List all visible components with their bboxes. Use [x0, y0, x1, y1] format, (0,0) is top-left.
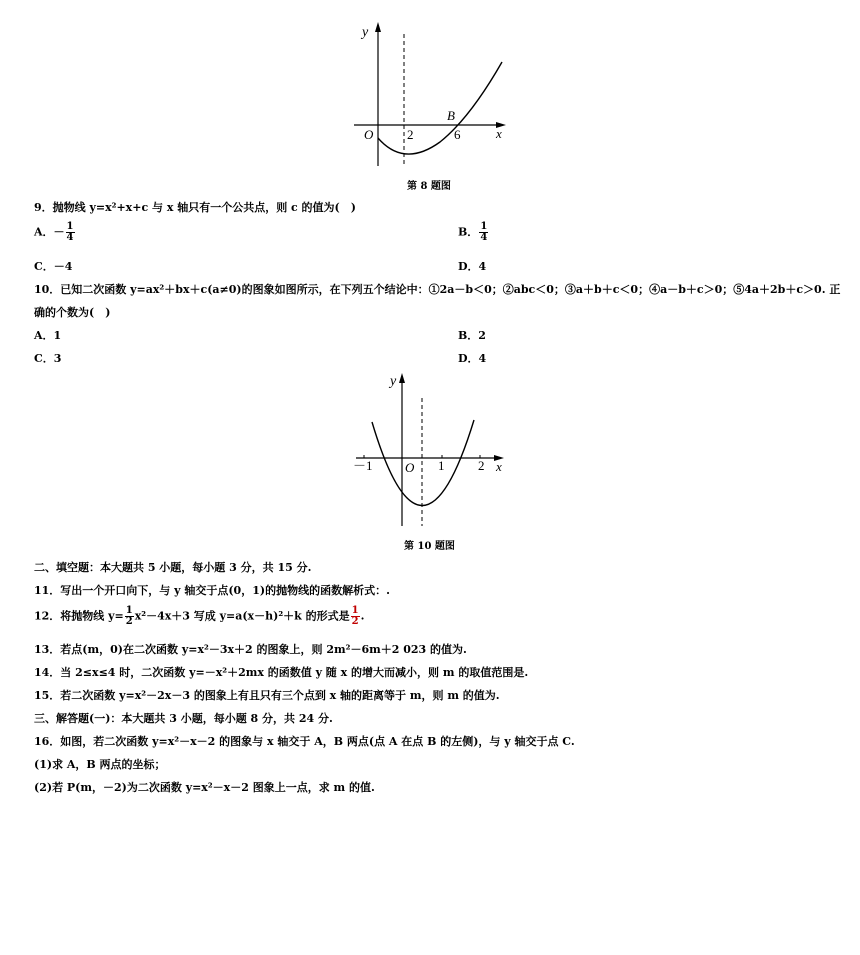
q9-option-a: [34, 222, 76, 243]
q12-answer-fraction: [351, 606, 360, 627]
section-2-heading: 二、填空题：本大题共 5 小题，每小题 3 分，共 15 分.: [34, 561, 312, 574]
fig10-parabola: [372, 420, 474, 506]
q15-text: 15．若二次函数 y=x²－2x－3 的图象上有且只有三个点到 x 轴的距离等于 m，则 m 的值为.: [34, 689, 500, 702]
q16-stem: 16．如图，若二次函数 y=x²－x－2 的图象与 x 轴交于 A，B 两点(点 A 在点 B 的左侧)，与 y 轴交于点 C.: [34, 735, 575, 748]
q9-option-c: C．－4: [34, 260, 73, 273]
q9-a-denominator: 4: [66, 232, 74, 243]
fig8-y-arrow: [375, 22, 381, 32]
q9-option-d: D．4: [458, 260, 487, 273]
q9-stem: 9．抛物线 y=x²+x+c 与 x 轴只有一个公共点，则 c 的值为( ): [34, 201, 356, 214]
q10-stem-line1: 10．已知二次函数 y=ax²＋bx＋c(a≠0)的图象如图所示，在下列五个结论中：①2a－b＜0；②abc＜0；③a＋b＋c＜0；④a－b＋c＞0；⑤4a＋2b＋c＞0. 正: [34, 283, 841, 296]
figure-10-caption: 第 10 题图: [404, 541, 455, 552]
q12-prefix: 12．将抛物线 y=: [34, 609, 124, 623]
q12-answer-denominator: 2: [351, 616, 359, 627]
fig8-label-x: x: [496, 126, 502, 141]
q10-option-b: B．2: [458, 329, 486, 342]
figure-8-graph: [340, 18, 520, 173]
q12-numerator: 1: [125, 605, 133, 616]
q12-suffix: .: [360, 609, 365, 623]
fig8-label-y: y: [362, 25, 369, 40]
fig10-label-1: 1: [438, 458, 445, 473]
figure-10-graph: [350, 370, 515, 532]
q16-part2: (2)若 P(m，－2)为二次函数 y=x²－x－2 图象上一点，求 m 的值.: [34, 781, 375, 794]
section-3-heading: 三、解答题(一)：本大题共 3 小题，每小题 8 分，共 24 分.: [34, 712, 333, 725]
q13-text: 13．若点(m，0)在二次函数 y=x²－3x＋2 的图象上，则 2m²－6m＋2 023 的值为.: [34, 643, 467, 656]
fig10-label-y: y: [390, 374, 397, 389]
q9-option-a-fraction: [66, 222, 75, 243]
fig8-label-6: 6: [454, 127, 461, 142]
q9-option-b: [458, 222, 489, 243]
q10-option-c: C．3: [34, 352, 62, 365]
q14-text: 14．当 2≤x≤4 时，二次函数 y=－x²＋2mx 的函数值 y 随 x 的增大而减小，则 m 的取值范围是.: [34, 666, 529, 679]
q10-option-d: D．4: [458, 352, 487, 365]
q10-option-a: A．1: [34, 329, 62, 342]
fig8-parabola: [378, 62, 502, 154]
q9-option-b-label: B．: [458, 225, 479, 239]
q9-option-a-label: A．－: [34, 225, 65, 239]
q12-denominator: 2: [125, 616, 133, 627]
q9-b-denominator: 4: [480, 232, 488, 243]
q12-text: [34, 606, 364, 627]
fig8-label-b: B: [447, 108, 455, 123]
q16-part1: (1)求 A，B 两点的坐标；: [34, 758, 166, 771]
q9-a-numerator: 1: [66, 221, 74, 232]
q9-b-numerator: 1: [480, 221, 488, 232]
fig10-label-neg1: －1: [353, 458, 373, 473]
q12-fraction: [125, 606, 134, 627]
q10-stem-line2: 确的个数为( ): [34, 306, 111, 319]
q12-middle: x²－4x＋3 写成 y=a(x－h)²＋k 的形式是: [134, 609, 350, 623]
fig10-y-arrow: [399, 373, 405, 383]
fig8-label-2: 2: [407, 127, 414, 142]
fig8-label-origin: O: [364, 127, 374, 142]
q9-option-b-fraction: [479, 222, 488, 243]
fig10-label-origin: O: [405, 460, 415, 475]
fig10-label-x: x: [496, 459, 502, 474]
q12-answer-numerator: 1: [351, 605, 359, 616]
figure-8-caption: 第 8 题图: [407, 181, 451, 192]
q11-text: 11．写出一个开口向下，与 y 轴交于点(0，1)的抛物线的函数解析式：.: [34, 584, 390, 597]
fig10-label-2: 2: [478, 458, 485, 473]
